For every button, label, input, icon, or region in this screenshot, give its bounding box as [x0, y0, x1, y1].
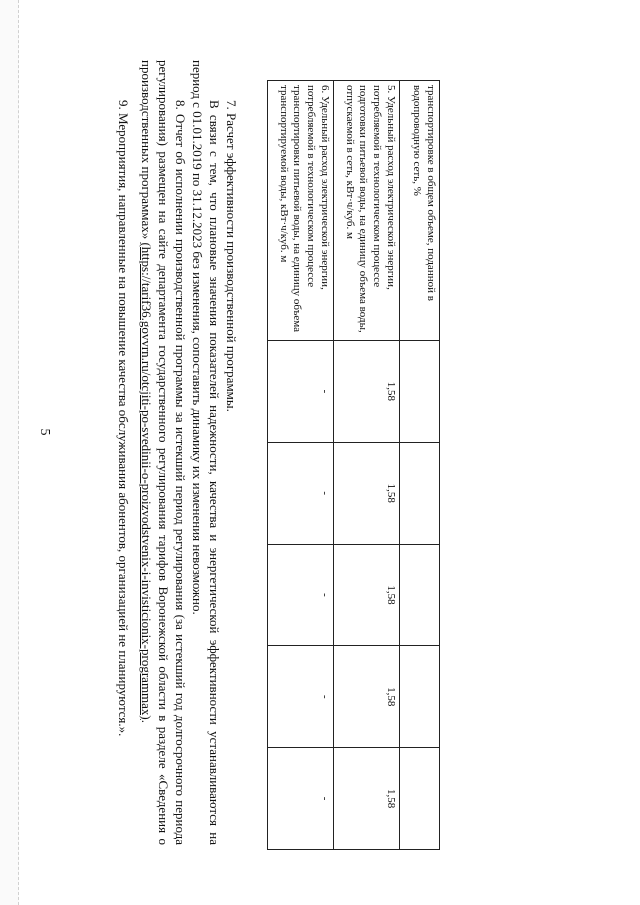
page-left-edge [0, 0, 19, 905]
table-row [400, 81, 440, 850]
page-number: 5 [37, 428, 52, 436]
table-row [334, 81, 400, 850]
table-cell-value [400, 341, 440, 443]
table-cell-value: - [268, 442, 334, 544]
table-cell-value [400, 748, 440, 850]
table-cell-value [400, 442, 440, 544]
table-row [268, 81, 334, 850]
indicators-table [267, 80, 440, 850]
table-cell-value [400, 544, 440, 646]
table-cell-value [400, 646, 440, 748]
table-cell-value: - [268, 646, 334, 748]
section-8-body: 8. Отчет об исполнении производственной программы за истекший период регулирования (за истекший год долгосрочного периода регулирования) размещен на сайте департамента государственного регулирования тарифов Воронежской области в разделе «Сведения о производственных программах» [139, 60, 188, 845]
table-cell-value: 1,58 [334, 748, 400, 850]
table-cell-value: - [268, 341, 334, 443]
section-7-title: 7. Расчет эффективности производственной программы. [224, 100, 239, 412]
table-cell-value: 1,58 [334, 646, 400, 748]
section-8-end: . [139, 719, 154, 724]
table-cell-name: 6. Удельный расход электрической энергии, потребляемой в технологическом процессе транспортировки питьевой воды, на единицу объема транспортируемой воды, кВт·ч/куб. м [268, 81, 334, 341]
table-cell-value: 1,58 [334, 341, 400, 443]
table-cell-value: - [268, 544, 334, 646]
rotated-page-content [55, 60, 440, 895]
section-7-text: В связи с тем, что плановые значения показателей надежности, качества и энергетической эффективности устанавливаются на период с 01.01.2019 по 31.12.2023 без изменения, сопоставить динамику их изменения невозможно. [190, 60, 222, 845]
section-8-text [138, 60, 189, 845]
table-cell-name: 5. Удельный расход электрической энергии, потребляемой в технологическом процессе подготовки питьевой воды, на единицу объема воды, отпускаемой в сеть, кВт·ч/куб. м [334, 81, 400, 341]
table-cell-value: 1,58 [334, 442, 400, 544]
body-text [115, 60, 240, 845]
table-cell-value: - [268, 748, 334, 850]
table-cell-name: транспортировке в общем объеме, поданной в водопроводную сеть, % [400, 81, 440, 341]
table-cell-value: 1,58 [334, 544, 400, 646]
tarif-site-link[interactable]: (https://tarif36.govvrn.ru/otcjiti-po-svedinii-o-proizvodstvenix-i-invisticionix-programmax) [139, 242, 154, 720]
section-9-text: 9. Мероприятия, направленные на повышение качества обслуживания абонентов, организацией не планируются.». [116, 100, 131, 737]
